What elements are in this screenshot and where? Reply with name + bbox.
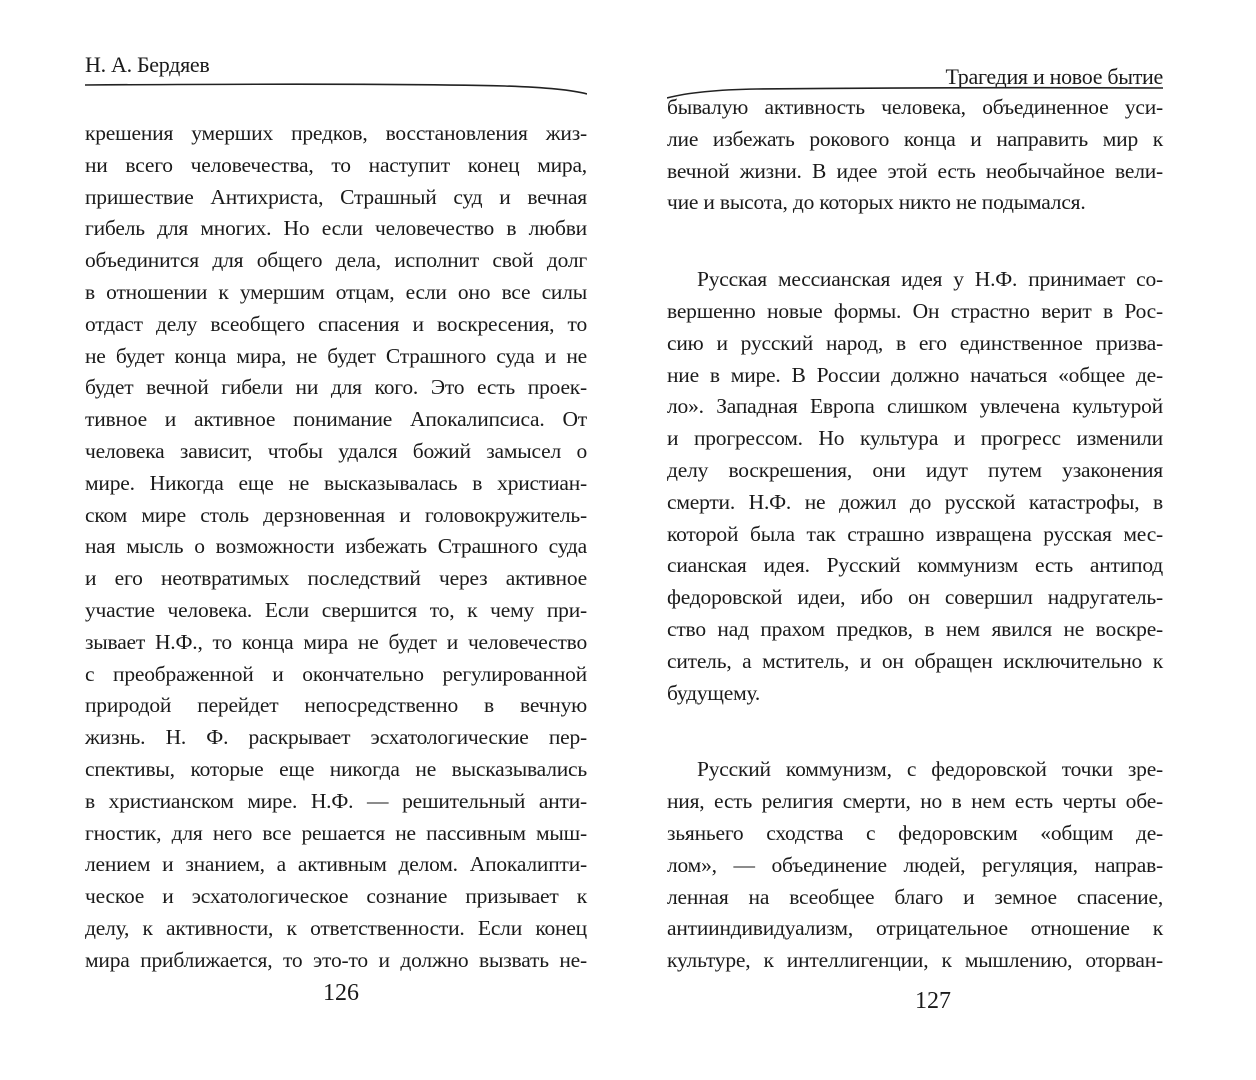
text-line: смерти. Н.Ф. не дожил до русской катастрофы, в: [667, 489, 1163, 514]
text-line: мире. Никогда еще не высказывалась в христиан-: [85, 470, 587, 495]
text-line: лом», — объединение людей, регуляция, направ-: [667, 852, 1163, 877]
paragraph: [667, 754, 1163, 977]
text-line: ло». Западная Европа слишком увлечена культурой: [667, 394, 1163, 419]
text-line: ния, есть религия смерти, но в нем есть черты обе-: [667, 789, 1163, 814]
text-line: пришествие Антихриста, Страшный суд и вечная: [85, 184, 587, 209]
text-line: в христианском мире. Н.Ф. — решительный анти-: [85, 788, 587, 813]
text-line: Русский коммунизм, с федоровской точки зре-: [697, 757, 1163, 782]
right-page: [667, 0, 1163, 1080]
text-line: мира приближается, то это-то и должно вызвать не-: [85, 947, 587, 972]
text-line: ство над прахом предков, в нем явился не воскре-: [667, 616, 1163, 641]
text-line: не будет конца мира, не будет Страшного суда и не: [85, 343, 587, 368]
text-line: жизнь. Н. Ф. раскрывает эсхатологические пер-: [85, 725, 587, 750]
page-text: [667, 92, 1163, 977]
text-line: лие избежать рокового конца и направить мир к: [667, 126, 1163, 151]
page-number: 126: [323, 980, 359, 1006]
text-line: будущему.: [667, 680, 761, 705]
text-line: участие человека. Если свершится то, к чему при-: [85, 597, 587, 622]
text-line: Русская мессианская идея у Н.Ф. принимает со-: [697, 267, 1163, 292]
running-header-title: Трагедия и новое бытие: [945, 64, 1163, 89]
text-line: гностик, для него все решается не пассивным мыш-: [85, 820, 587, 845]
text-line: спективы, которые еще никогда не высказывались: [85, 756, 587, 781]
text-line: объединится для общего дела, исполнит свой долг: [85, 248, 587, 273]
paragraph: [85, 118, 587, 977]
text-line: природой перейдет непосредственно в вечную: [85, 693, 587, 718]
paragraph: [667, 92, 1163, 219]
text-line: человека зависит, чтобы удался божий замысел о: [85, 438, 587, 463]
text-line: сию и русский народ, в его единственное призва-: [667, 330, 1163, 355]
text-line: отдаст делу всеобщего спасения и воскресения, то: [85, 311, 587, 336]
text-line: ная мысль о возможности избежать Страшного суда: [85, 534, 587, 559]
text-line: ни всего человечества, то наступит конец мира,: [85, 152, 587, 177]
text-line: будет вечной гибели ни для кого. Это есть проек-: [85, 375, 587, 400]
left-page: [85, 0, 587, 1080]
text-line: ние в мире. В России должно начаться «общее де-: [667, 362, 1163, 387]
text-line: лением и знанием, а активным делом. Апокалипти-: [85, 852, 587, 877]
text-line: культуре, к интеллигенции, к мышлению, оторван-: [667, 948, 1163, 973]
running-header-author: Н. А. Бердяев: [85, 52, 210, 77]
page-text: [85, 118, 587, 977]
text-line: вершенно новые формы. Он страстно верит в Рос-: [667, 298, 1163, 323]
text-line: ситель, а мститель, и он обращен исключительно к: [667, 648, 1163, 673]
text-line: в отношении к умершим отцам, если оно все силы: [85, 279, 587, 304]
text-line: которой была так страшно извращена русская мес-: [667, 521, 1163, 546]
text-line: зьяньего сходства с федоровским «общим де-: [667, 820, 1163, 845]
text-line: и его неотвратимых последствий через активное: [85, 566, 587, 591]
text-line: вечной жизни. В идее этой есть необычайное вели-: [667, 158, 1163, 183]
header-rule: [85, 82, 587, 96]
text-line: чие и высота, до которых никто не подымался.: [667, 190, 1086, 215]
text-line: антииндивидуализм, отрицательное отношение к: [667, 916, 1163, 941]
text-line: тивное и активное понимание Апокалипсиса. От: [85, 407, 587, 432]
text-line: делу воскрешения, они идут путем узаконения: [667, 457, 1163, 482]
text-line: ском мире столь дерзновенная и головокружитель-: [85, 502, 587, 527]
text-line: бывалую активность человека, объединенное уси-: [667, 95, 1163, 119]
text-line: ческое и эсхатологическое сознание призывает к: [85, 884, 587, 909]
text-line: федоровской идеи, ибо он совершил надругатель-: [667, 585, 1163, 610]
text-line: крешения умерших предков, восстановления жиз-: [85, 121, 587, 145]
text-line: и прогрессом. Но культура и прогресс изменили: [667, 426, 1163, 451]
text-line: с преображенной и окончательно регулированной: [85, 661, 587, 686]
text-line: зывает Н.Ф., то конца мира не будет и человечество: [85, 629, 587, 654]
paragraph: [667, 264, 1163, 709]
text-line: ленная на всеобщее благо и земное спасение,: [667, 884, 1163, 909]
text-line: делу, к активности, к ответственности. Если конец: [85, 915, 587, 940]
page-number: 127: [915, 988, 951, 1014]
text-line: сианская идея. Русский коммунизм есть антипод: [667, 553, 1163, 578]
text-line: гибель для многих. Но если человечество в любви: [85, 216, 587, 241]
